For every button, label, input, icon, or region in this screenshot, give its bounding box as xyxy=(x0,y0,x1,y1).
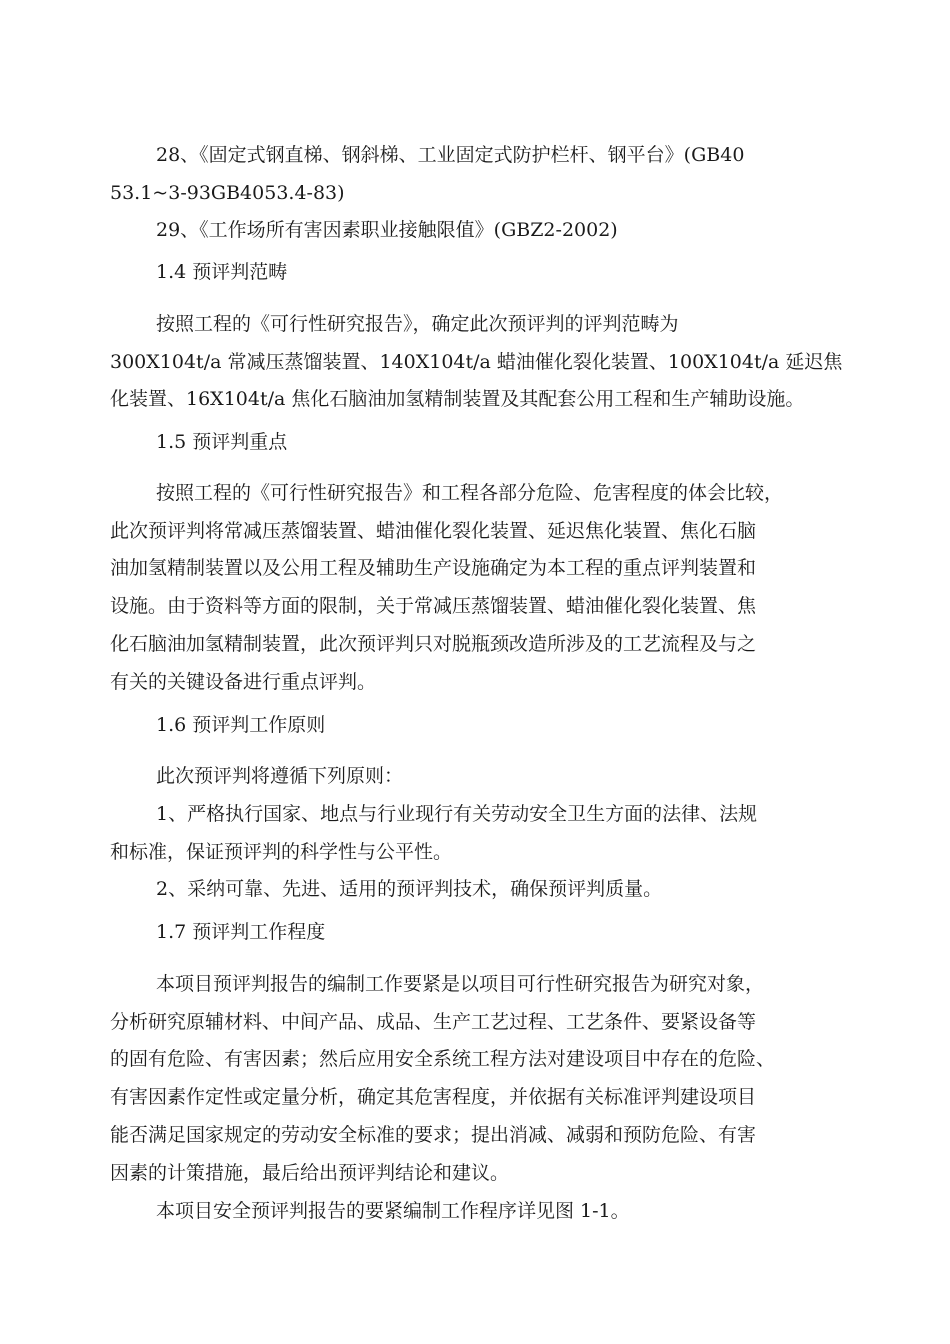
paragraph-procedure-line-5: 能否满足国家规定的劳动安全标准的要求；提出消减、减弱和预防危险、有害 xyxy=(110,1124,757,1146)
paragraph-procedure-line-1: 本项目预评判报告的编制工作要紧是以项目可行性研究报告为研究对象， xyxy=(156,973,765,995)
paragraph-scope-line-3: 化装置、16X104t/a 焦化石脑油加氢精制装置及其配套公用工程和生产辅助设施。 xyxy=(110,388,805,410)
principle-1-line-1: 1、严格执行国家、地点与行业现行有关劳动安全卫生方面的法律、法规 xyxy=(156,803,758,825)
paragraph-scope-line-1: 按照工程的《可行性研究报告》，确定此次预评判的评判范畴为 xyxy=(156,313,679,335)
paragraph-scope-line-2: 300X104t/a 常减压蒸馏装置、140X104t/a 蜡油催化裂化装置、100X104t/a 延迟焦 xyxy=(110,351,843,373)
paragraph-procedure-line-4: 有害因素作定性或定量分析，确定其危害程度，并依据有关标准评判建设项目 xyxy=(110,1086,757,1108)
reference-28-line-2: 53.1~3-93GB4053.4-83) xyxy=(110,182,345,204)
paragraph-procedure-line-2: 分析研究原辅材料、中间产品、成品、生产工艺过程、工艺条件、要紧设备等 xyxy=(110,1011,757,1033)
paragraph-focus-line-3: 油加氢精制装置以及公用工程及辅助生产设施确定为本工程的重点评判装置和 xyxy=(110,557,757,579)
section-heading-1-5: 1.5 预评判重点 xyxy=(156,431,288,453)
reference-29: 29、《工作场所有害因素职业接触限值》(GBZ2-2002) xyxy=(156,219,618,241)
section-heading-1-7: 1.7 预评判工作程度 xyxy=(156,921,326,943)
paragraph-figure-reference: 本项目安全预评判报告的要紧编制工作程序详见图 1-1。 xyxy=(156,1200,630,1222)
paragraph-procedure-line-3: 的固有危险、有害因素；然后应用安全系统工程方法对建设项目中存在的危险、 xyxy=(110,1048,776,1070)
principle-2: 2、采纳可靠、先进、适用的预评判技术，确保预评判质量。 xyxy=(156,878,663,900)
paragraph-focus-line-1: 按照工程的《可行性研究报告》和工程各部分危险、危害程度的体会比较， xyxy=(156,482,784,504)
paragraph-focus-line-5: 化石脑油加氢精制装置，此次预评判只对脱瓶颈改造所涉及的工艺流程及与之 xyxy=(110,633,757,655)
paragraph-focus-line-6: 有关的关键设备进行重点评判。 xyxy=(110,671,377,693)
section-heading-1-6: 1.6 预评判工作原则 xyxy=(156,714,326,736)
principle-1-line-2: 和标准，保证预评判的科学性与公平性。 xyxy=(110,841,453,863)
paragraph-principles-intro: 此次预评判将遵循下列原则： xyxy=(156,765,404,787)
paragraph-focus-line-4: 设施。由于资料等方面的限制，关于常减压蒸馏装置、蜡油催化裂化装置、焦 xyxy=(110,595,757,617)
reference-28-line-1: 28、《固定式钢直梯、钢斜梯、工业固定式防护栏杆、钢平台》(GB40 xyxy=(156,144,745,166)
section-heading-1-4: 1.4 预评判范畴 xyxy=(156,261,288,283)
paragraph-focus-line-2: 此次预评判将常减压蒸馏装置、蜡油催化裂化装置、延迟焦化装置、焦化石脑 xyxy=(110,520,757,542)
paragraph-procedure-line-6: 因素的计策措施，最后给出预评判结论和建议。 xyxy=(110,1162,510,1184)
